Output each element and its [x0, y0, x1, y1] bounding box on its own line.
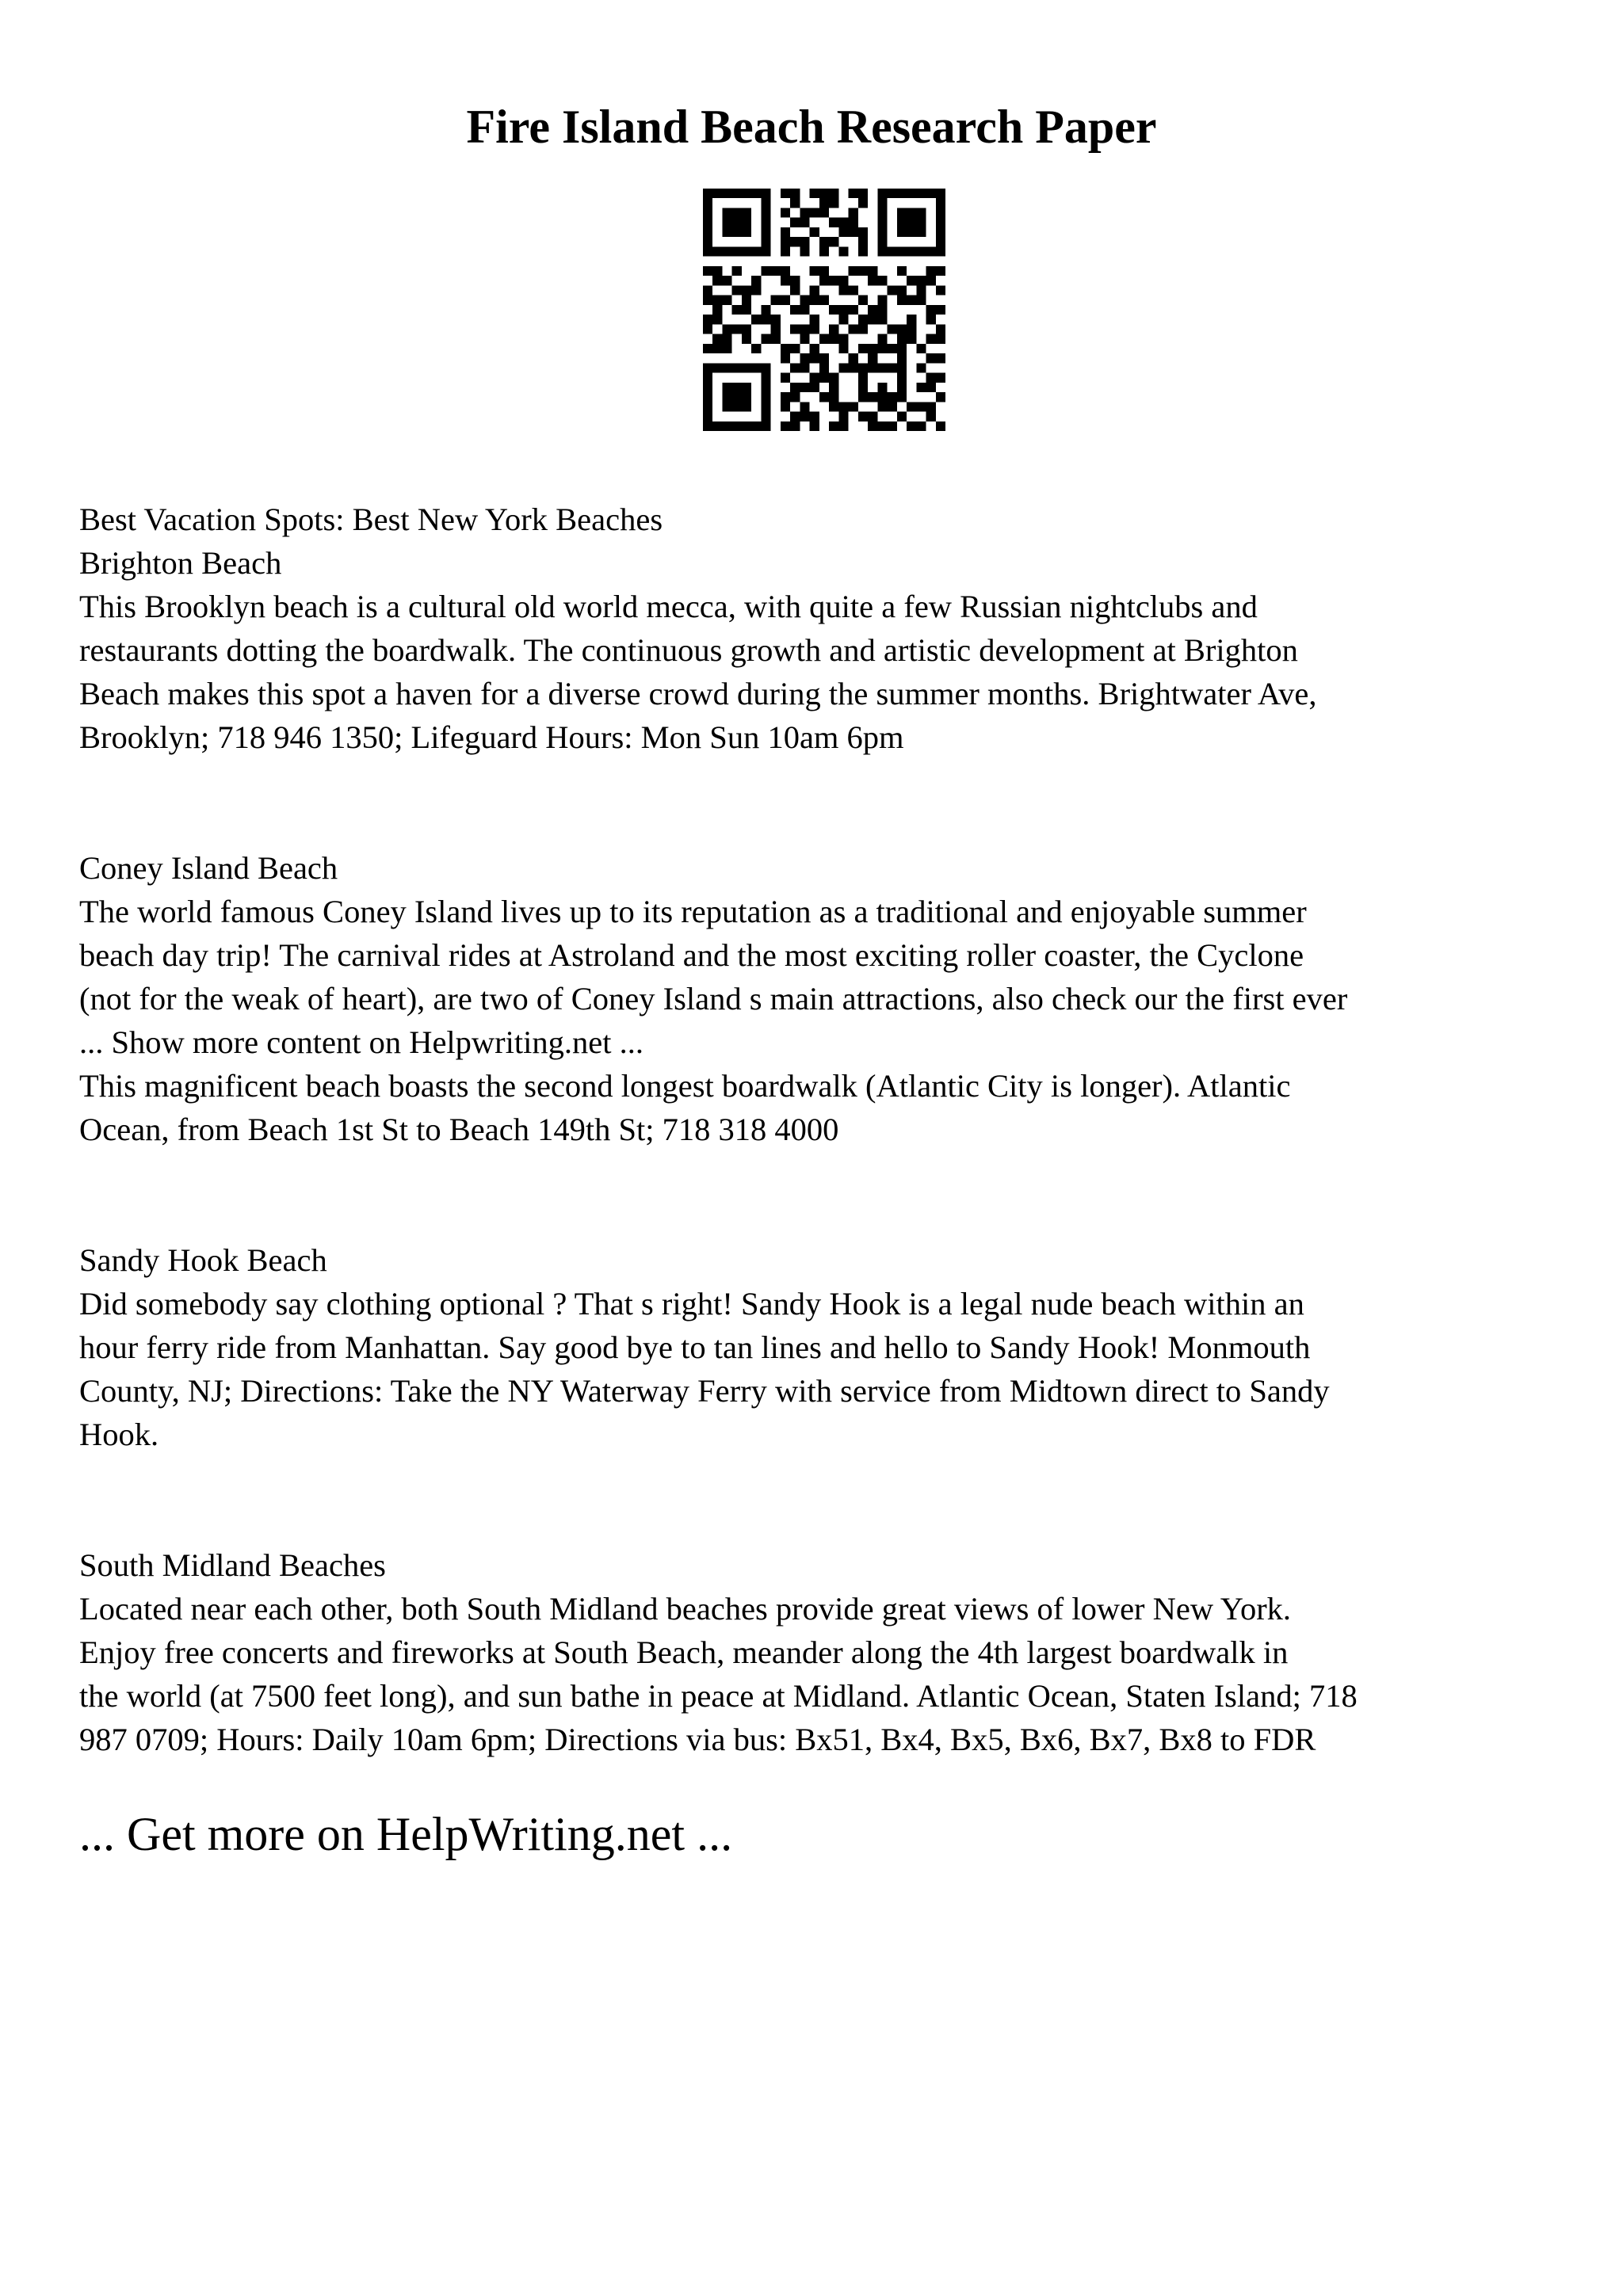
paragraph-line: Beach makes this spot a haven for a diverse crowd during the summer months. Brightwater Ave,	[79, 676, 1317, 711]
show-more-link: ... Show more content on Helpwriting.net ...	[79, 1024, 644, 1060]
section-heading: Brighton Beach	[79, 545, 282, 581]
paragraph-line: restaurants dotting the boardwalk. The continuous growth and artistic development at Brighton	[79, 632, 1298, 668]
section-brighton-beach	[79, 541, 1569, 759]
page-title: Fire Island Beach Research Paper	[466, 101, 1157, 153]
paragraph-line: Hook.	[79, 1417, 159, 1452]
paragraph-line: Did somebody say clothing optional ? That s right! Sandy Hook is a legal nude beach within an	[79, 1286, 1304, 1322]
paragraph-line: beach day trip! The carnival rides at Astroland and the most exciting roller coaster, the Cyclone	[79, 937, 1304, 973]
paragraph-line: This magnificent beach boasts the second longest boardwalk (Atlantic City is longer). Atlantic	[79, 1068, 1291, 1104]
article-body	[79, 498, 1569, 1761]
paragraph-line: County, NJ; Directions: Take the NY Waterway Ferry with service from Midtown direct to Sandy	[79, 1373, 1330, 1409]
section-sandy-hook-beach	[79, 1238, 1569, 1456]
paragraph-line: 987 0709; Hours: Daily 10am 6pm; Directions via bus: Bx51, Bx4, Bx5, Bx6, Bx7, Bx8 to FDR	[79, 1722, 1316, 1757]
section-spacer	[79, 759, 1569, 846]
section-heading: Sandy Hook Beach	[79, 1242, 327, 1278]
paragraph-line: This Brooklyn beach is a cultural old world mecca, with quite a few Russian nightclubs and	[79, 589, 1258, 624]
section-coney-island-beach	[79, 846, 1569, 1151]
section-spacer	[79, 1456, 1569, 1543]
qr-code-icon	[703, 189, 945, 431]
paragraph-line: (not for the weak of heart), are two of Coney Island s main attractions, also check our the first ever	[79, 981, 1348, 1016]
paragraph-line: Enjoy free concerts and fireworks at South Beach, meander along the 4th largest boardwalk in	[79, 1634, 1289, 1670]
section-heading: Coney Island Beach	[79, 850, 338, 886]
section-heading: South Midland Beaches	[79, 1547, 386, 1583]
paragraph-line: Located near each other, both South Midland beaches provide great views of lower New York.	[79, 1591, 1292, 1627]
paragraph-line: hour ferry ride from Manhattan. Say good bye to tan lines and hello to Sandy Hook! Monmouth	[79, 1329, 1311, 1365]
paragraph-line: The world famous Coney Island lives up to its reputation as a traditional and enjoyable summer	[79, 894, 1307, 929]
intro-heading: Best Vacation Spots: Best New York Beaches	[79, 502, 663, 537]
section-south-midland-beaches	[79, 1543, 1569, 1761]
paragraph-line: the world (at 7500 feet long), and sun bathe in peace at Midland. Atlantic Ocean, Staten Island; 718	[79, 1678, 1358, 1714]
paragraph-line: Ocean, from Beach 1st St to Beach 149th St; 718 318 4000	[79, 1112, 839, 1147]
section-spacer	[79, 1151, 1569, 1238]
paragraph-line: Brooklyn; 718 946 1350; Lifeguard Hours: Mon Sun 10am 6pm	[79, 719, 904, 755]
get-more-link[interactable]: ... Get more on HelpWriting.net ...	[79, 1808, 733, 1860]
